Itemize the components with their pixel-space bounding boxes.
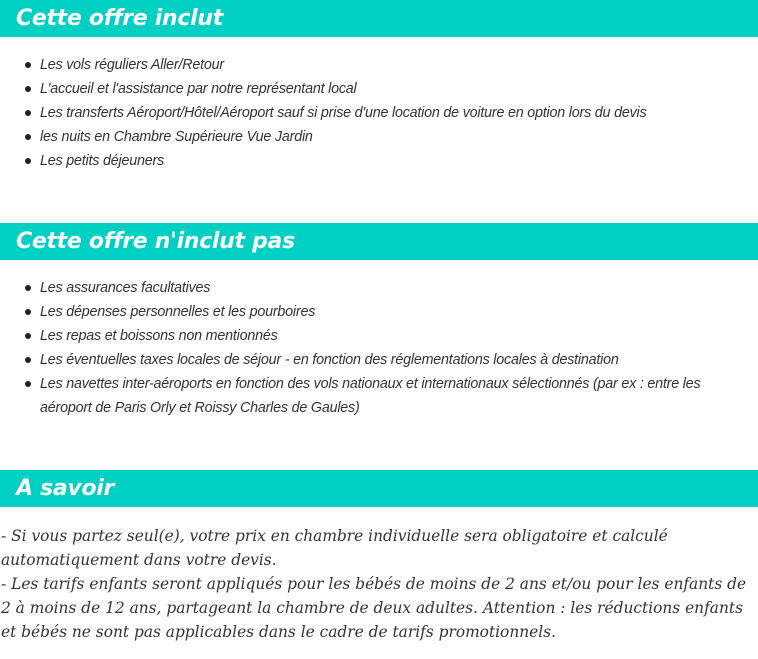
not-included-item: Les repas et boissons non mentionnés	[0, 324, 730, 348]
a-savoir-text	[1, 524, 751, 644]
a-savoir-section-header	[0, 470, 758, 507]
included-item: Les petits déjeuners	[0, 149, 730, 173]
included-item: Les transferts Aéroport/Hôtel/Aéroport sauf si prise d'une location de voiture en option lors du devis	[0, 101, 730, 125]
included-section-title: Cette offre inclut	[16, 6, 223, 31]
included-item: les nuits en Chambre Supérieure Vue Jardin	[0, 125, 730, 149]
a-savoir-paragraph: - Si vous partez seul(e), votre prix en chambre individuelle sera obligatoire et calculé automatiquement dans votre devis.	[1, 527, 668, 569]
included-item: Les vols réguliers Aller/Retour	[0, 53, 730, 77]
not-included-item: Les assurances facultatives	[0, 276, 730, 300]
not-included-item: Les dépenses personnelles et les pourboires	[0, 300, 730, 324]
included-list	[0, 53, 730, 173]
not-included-section-header	[0, 223, 758, 260]
included-section-header	[0, 0, 758, 37]
a-savoir-section-title: A savoir	[16, 476, 115, 501]
a-savoir-paragraph: - Les tarifs enfants seront appliqués pour les bébés de moins de 2 ans et/ou pour les enfants de 2 à moins de 12 ans, partageant la chambre de deux adultes. Attention : les réductions enfants et bébés ne sont pas applicables dans le cadre de tarifs promotionnels.	[1, 575, 747, 641]
not-included-item: Les navettes inter-aéroports en fonction des vols nationaux et internationaux sélectionnés (par ex : entre les aéroport de Paris Orly et Roissy Charles de Gaules)	[0, 372, 730, 420]
not-included-list	[0, 276, 730, 420]
not-included-section-title: Cette offre n'inclut pas	[16, 229, 295, 254]
not-included-item: Les éventuelles taxes locales de séjour - en fonction des réglementations locales à destination	[0, 348, 730, 372]
included-item: L'accueil et l'assistance par notre représentant local	[0, 77, 730, 101]
